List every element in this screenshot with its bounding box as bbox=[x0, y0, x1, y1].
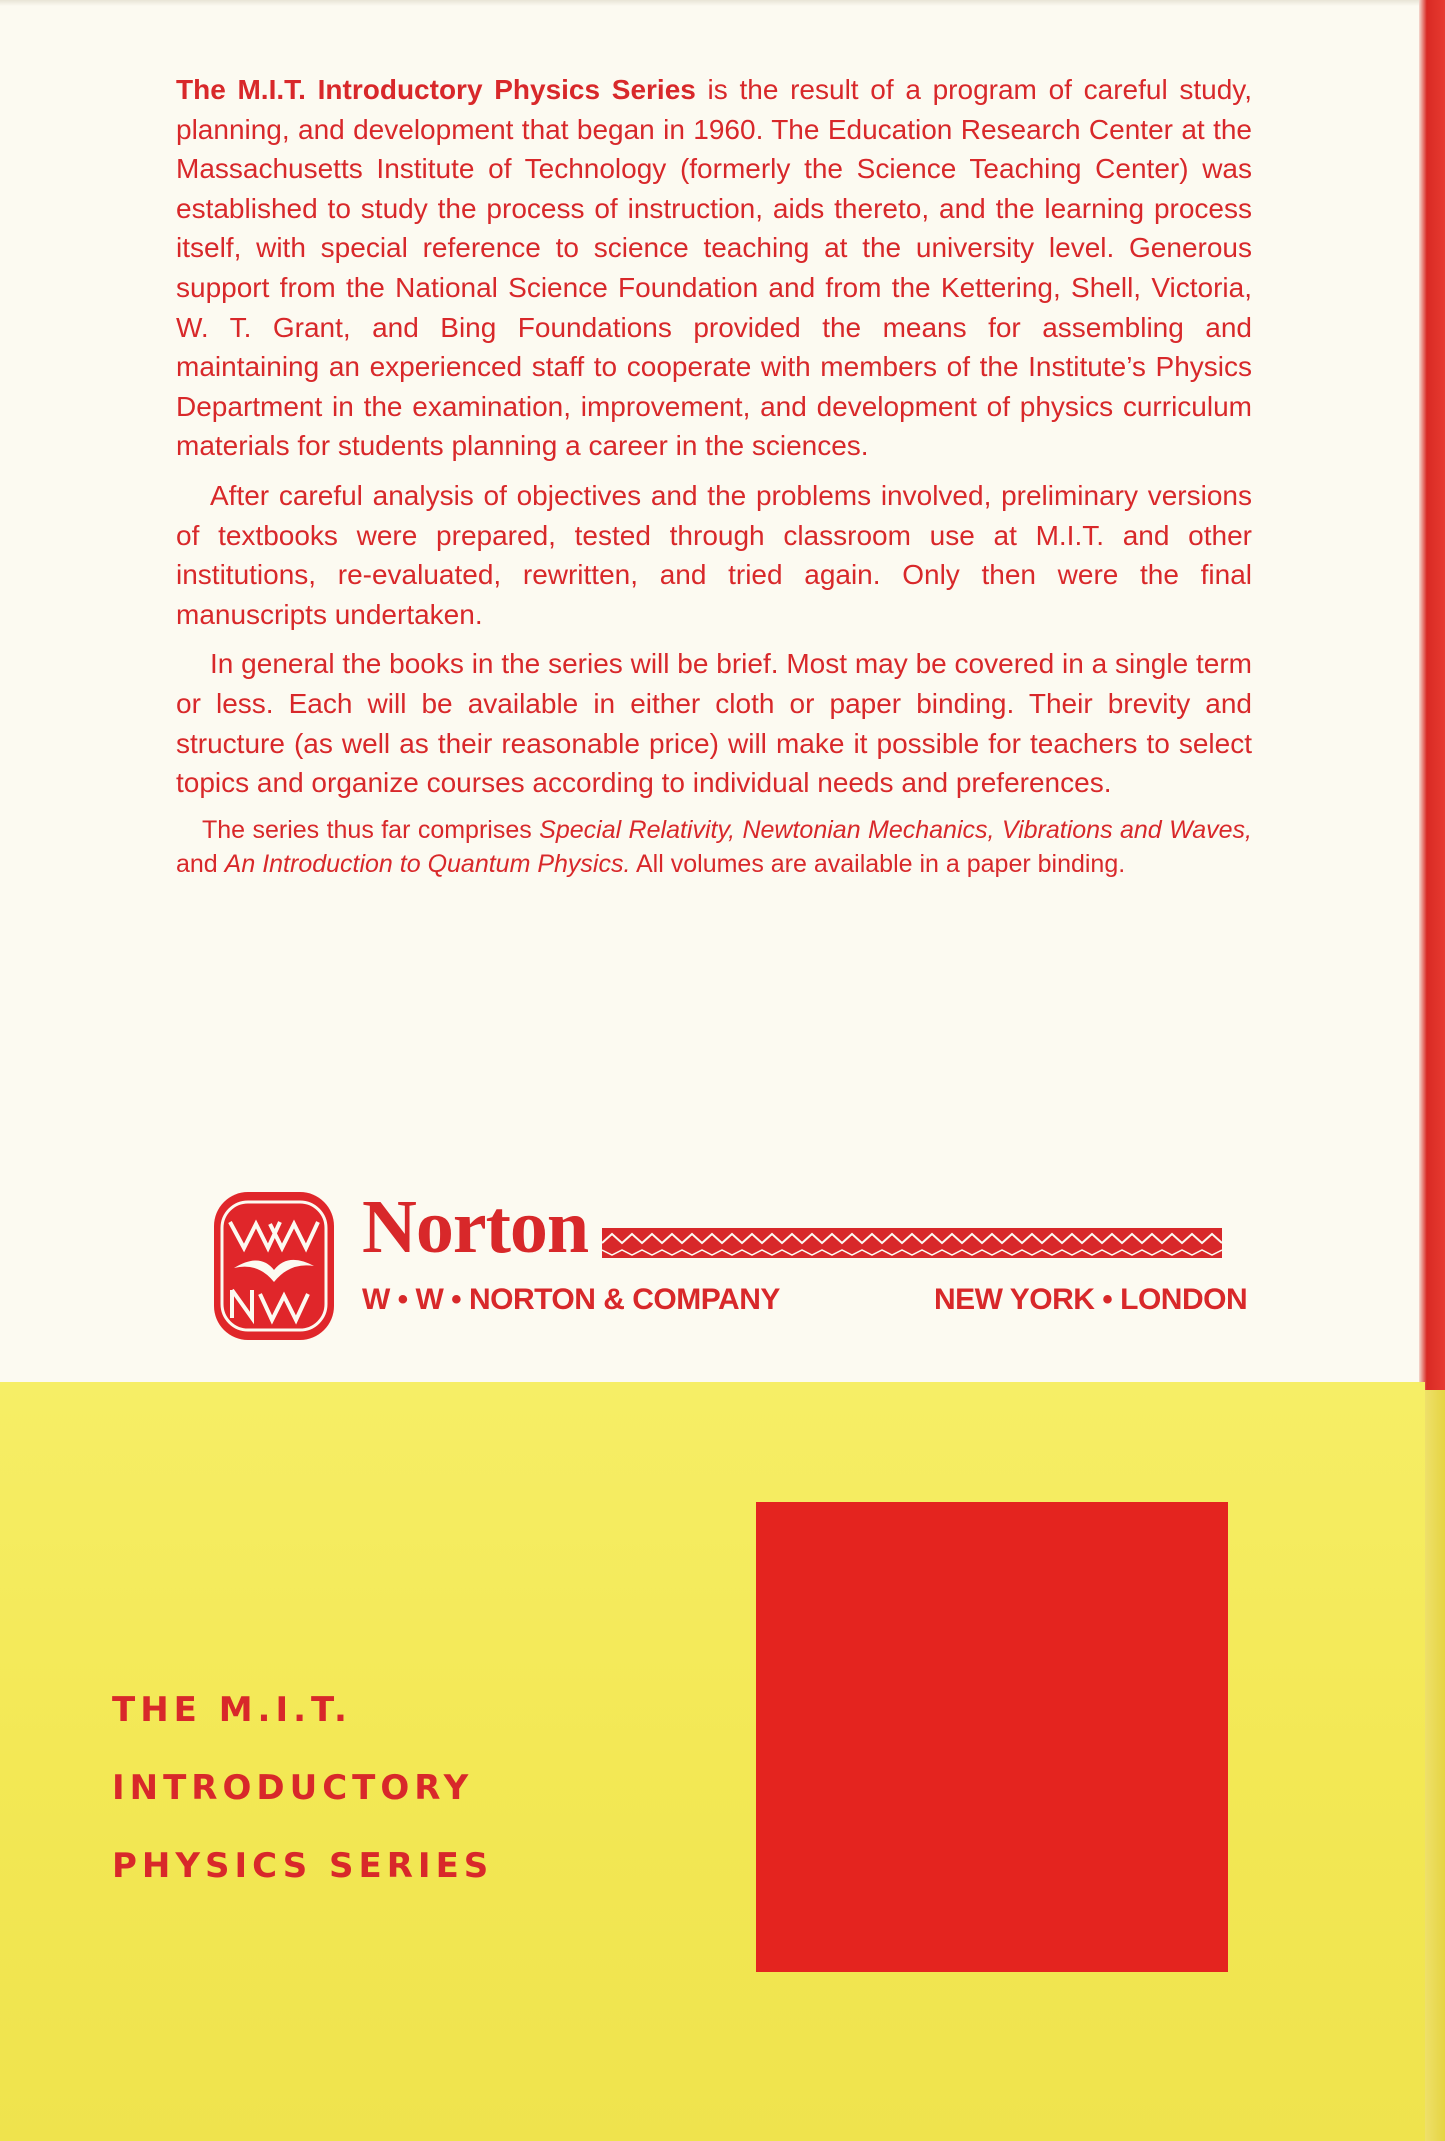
series-name-bold: The M.I.T. Introductory Physics Series bbox=[176, 74, 696, 105]
volume-titles-2: An Introduction to Quantum Physics. bbox=[224, 849, 631, 878]
volumes-tail: All volumes are available in a paper binding. bbox=[630, 849, 1126, 878]
norton-seal-icon bbox=[212, 1190, 336, 1342]
red-square-block bbox=[756, 1502, 1228, 1972]
series-title-line-2: INTRODUCTORY bbox=[112, 1768, 474, 1808]
series-title-line-3: PHYSICS SERIES bbox=[112, 1846, 494, 1886]
decorative-band-icon bbox=[602, 1228, 1222, 1258]
paragraph-development: After careful analysis of objectives and the problems involved, preliminary versions of textbooks were prepared, tested through classroom use at M.I.T. and other institutions, re-evaluated, rewritten, and tried again. Only then were the final manuscripts undertaken. bbox=[176, 479, 1252, 630]
publisher-company-line: W • W • NORTON & COMPANY bbox=[362, 1283, 780, 1316]
publisher-logo bbox=[212, 1185, 1248, 1350]
paragraph-intro bbox=[176, 70, 1252, 466]
norton-wordmark: Norton bbox=[362, 1185, 589, 1269]
cover-top-edge bbox=[0, 0, 1445, 6]
intro-text: is the result of a program of careful study, planning, and development that began in 1960. The Education Research Center at the Massachusetts Institute of Technology (formerly the Science Teaching Center) was established to study the process of instruction, aids thereto, and the learning process itself, with special reference to science teaching at the university level. Generous support from the National Science Foundation and from the Kettering, Shell, Victoria, W. T. Grant, and Bing Foundations provided the means for assembling and maintaining an experienced staff to cooperate with members of the Institute’s Physics Department in the examination, improvement, and development of physics curriculum materials for students planning a career in the sciences. bbox=[176, 74, 1252, 462]
red-spine-edge bbox=[1419, 0, 1445, 1390]
publisher-cities: NEW YORK • LONDON bbox=[934, 1283, 1248, 1316]
volumes-lead: The series thus far comprises bbox=[202, 815, 540, 844]
series-description bbox=[176, 70, 1252, 891]
series-title bbox=[112, 1690, 493, 1924]
series-title-line-1: THE M.I.T. bbox=[112, 1690, 352, 1730]
paragraph-format: In general the books in the series will be brief. Most may be covered in a single term or less. Each will be available in either cloth or paper binding. Their brevity and structure (as well as their reasonable price) will make it possible for teachers to select topics and organize courses according to individual needs and preferences. bbox=[176, 648, 1252, 799]
volume-titles-1: Special Relativity, Newtonian Mechanics, Vibrations and Waves, bbox=[539, 815, 1252, 844]
volumes-conj: and bbox=[176, 849, 225, 878]
paragraph-volumes bbox=[176, 813, 1252, 881]
yellow-spine-edge bbox=[1425, 1390, 1445, 2141]
